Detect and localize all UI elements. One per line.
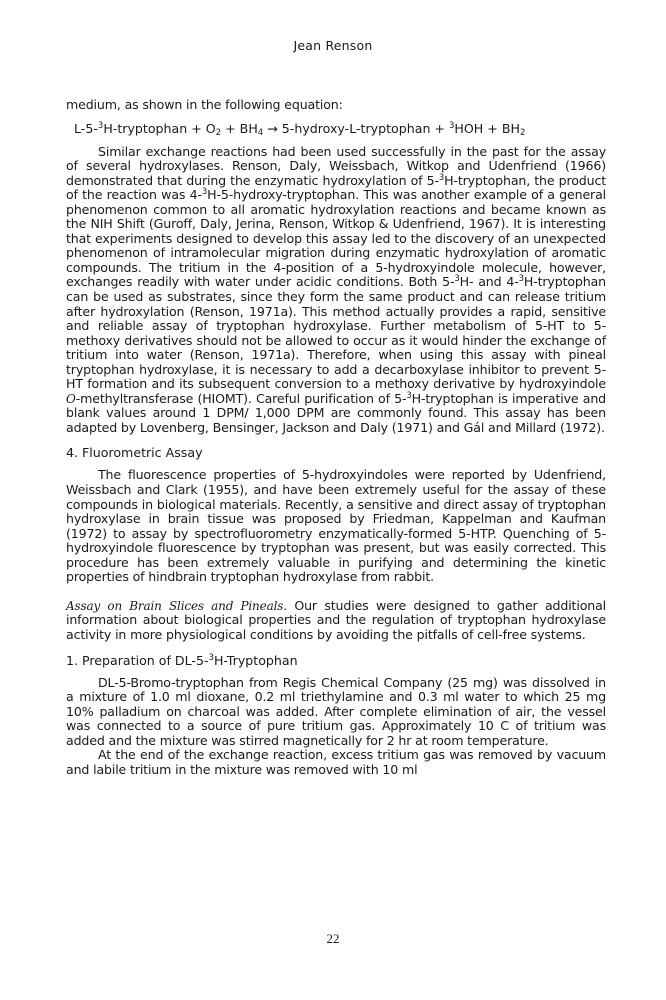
intro-line: medium, as shown in the following equation: — [66, 97, 343, 112]
paragraph-exchange-reactions: Similar exchange reactions had been used successfully in the past for the assay of several hydroxylases. Renson, Daly, Weissbach, Witkop and Udenfriend (1966) demonstrated that during the enzymatic hydroxylation of 5-$^3$H-tryptophan, the product of the reaction was 4-$^3$H-5-hydroxy-tryptophan. This was another example of a general phenomenon common to all aromatic hydroxylation reactions and became known as the NIH Shift (Guroff, Daly, Jerina, Renson, Witkop & Udenfriend, 1967). It is interesting that experiments designed to develop this assay led to the discovery of an unexpected phenomenon of intramolecular migration during enzymatic hydroxylation of aromatic compounds. The tritium in the 4-position of a 5-hydroxyindole molecule, however, exchanges readily with water under acidic conditions. Both 5-$^3$H- and 4-$^3$H-tryptophan can be used as substrates, since they form the same product and can release tritium after hydroxylation (Renson, 1971a). This method actually provides a rapid, sensitive and reliable assay of tryptophan hydroxylase. Further metabolism of 5-HT to 5-methoxy derivatives should not be allowed to occur as it would hinder the exchange of tritium into water (Renson, 1971a). Therefore, when using this assay with pineal tryptophan hydroxylase, it is necessary to add a decarboxylase inhibitor to prevent 5-HT formation and its subsequent conversion to a methoxy derivative by hydroxyindole O-methyltransferase (HIOMT). Careful purification of 5-$^3$H-tryptophan is imperative and blank values around 1 DPM/ 1,000 DPM are commonly found. This assay has been adapted by Lovenberg, Bensinger, Jackson and Daly (1971) and Gál and Millard (1972). — [66, 143, 607, 435]
page-body — [66, 98, 606, 777]
page-number: 22 — [326, 931, 340, 946]
paragraph-brain-slices: Assay on Brain Slices and Pineals. Our studies were designed to gather additional information about biological properties and the regulation of tryptophan hydroxylase activity in more physiological conditions by avoiding the pitfalls of cell-free systems. — [66, 597, 606, 642]
paragraph-preparation: DL-5-Bromo-tryptophan from Regis Chemical Company (25 mg) was dissolved in a mixture of 1.0 ml dioxane, 0.2 ml triethylamine and 0.3 ml water to which 25 mg 10% palladium on charcoal was added. After complete elimination of air, the vessel was connected to a source of pure tritium gas. Approximately 10 C of tritium was added and the mixture was stirred magnetically for 2 hr at room temperature. — [66, 674, 606, 748]
section-heading-fluorometric: 4. Fluorometric Assay — [66, 445, 203, 461]
paragraph-fluorometric: The fluorescence properties of 5-hydroxyindoles were reported by Udenfriend, Weissbach and Clark (1955), and have been extremely useful for the assay of these compounds in biological materials. Recently, a sensitive and direct assay of tryptophan hydroxylase in brain tissue was proposed by Friedman, Kappelman and Kaufman (1972) to assay by spectrofluorometry enzymatically-formed 5-HTP. Quenching of 5-hydroxyindole fluorescence by tryptophan was present, but was easily corrected. This procedure has been extremely valuable in purifying and determining the kinetic properties of hindbrain tryptophan hydroxylase from rabbit. — [66, 467, 606, 585]
paragraph-exchange-end: At the end of the exchange reaction, excess tritium gas was removed by vacuum and labile tritium in the mixture was removed with 10 ml — [66, 747, 606, 777]
running-header: Jean Renson — [293, 38, 373, 53]
reaction-equation: L-5-$^3$H-tryptophan + $O_2 + BH_4$ → 5-hydroxy-L-tryptophan + $^3HOH + BH_2$ — [74, 120, 526, 138]
section-heading-preparation: 1. Preparation of DL-5-$^3$H-Tryptophan — [66, 652, 298, 668]
